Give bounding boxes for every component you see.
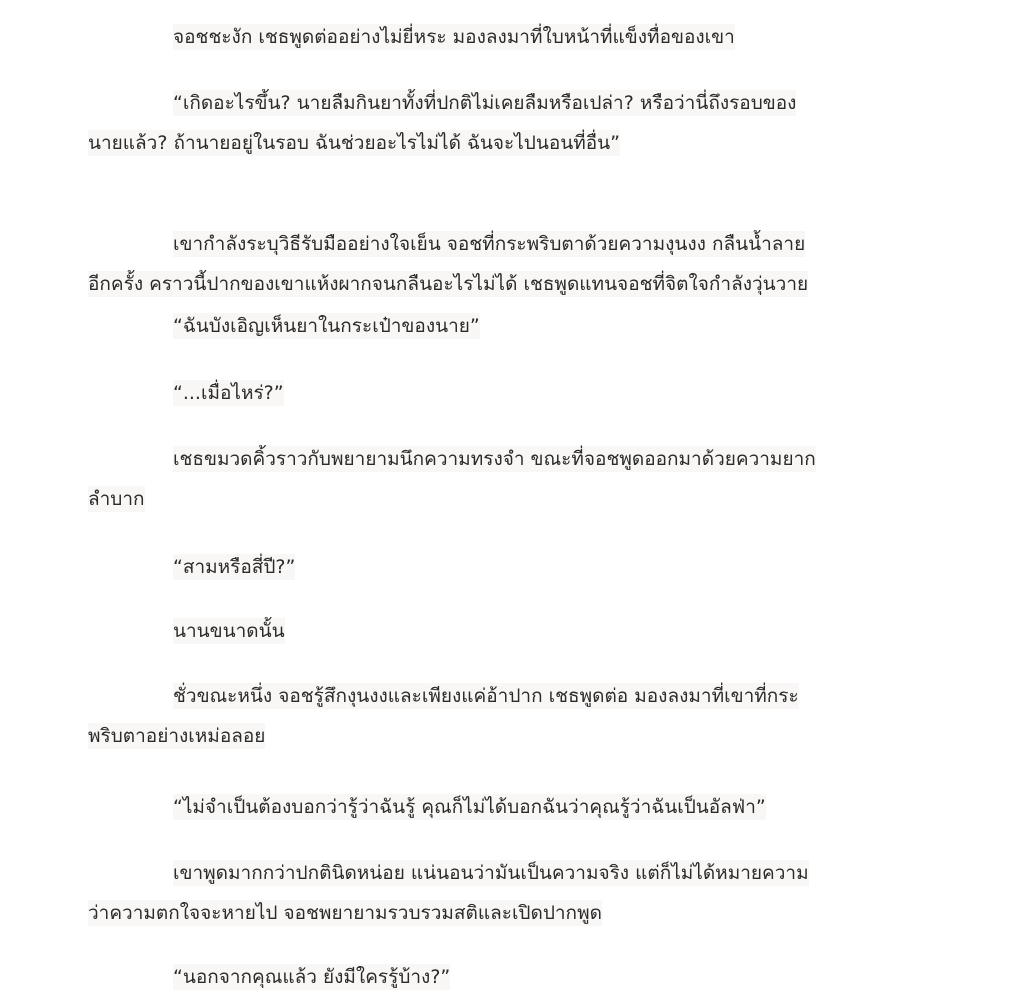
paragraph-line: “นอกจากคุณแล้ว ยังมีใครรู้บ้าง?” xyxy=(173,966,451,988)
paragraph xyxy=(88,439,816,519)
paragraph xyxy=(88,853,809,933)
paragraph xyxy=(88,787,766,827)
paragraph-line: ชั่วขณะหนึ่ง จอชรู้สึกงุนงงและเพียงแค่อ้าปาก เชธพูดต่อ มองลงมาที่เขาที่กระ xyxy=(173,685,799,707)
paragraph xyxy=(88,547,295,587)
paragraph-line: ว่าความตกใจจะหายไป จอชพยายามรวบรวมสติและเปิดปากพูด xyxy=(88,902,602,924)
paragraph-line: “ไม่จำเป็นต้องบอกว่ารู้ว่าฉันรู้ คุณก็ไม่ได้บอกฉันว่าคุณรู้ว่าฉันเป็นอัลฟ่า” xyxy=(173,796,766,818)
paragraph-line: เขาพูดมากกว่าปกตินิดหน่อย แน่นอนว่ามันเป็นความจริง แต่ก็ไม่ได้หมายความ xyxy=(173,862,809,884)
paragraph-line: “เกิดอะไรขึ้น? นายลืมกินยาทั้งที่ปกติไม่เคยลืมหรือเปล่า? หรือว่านี่ถึงรอบของ xyxy=(173,92,797,114)
paragraph-line: นายแล้ว? ถ้านายอยู่ในรอบ ฉันช่วยอะไรไม่ได้ ฉันจะไปนอนที่อื่น” xyxy=(88,132,621,154)
paragraph-line: “สามหรือสี่ปี?” xyxy=(173,556,296,578)
paragraph-line: “...เมื่อไหร่?” xyxy=(173,382,284,404)
paragraph xyxy=(88,83,796,163)
paragraph-line: ลำบาก xyxy=(88,488,145,510)
paragraph xyxy=(88,17,735,57)
paragraph-line: นานขนาดนั้น xyxy=(173,620,285,642)
paragraph xyxy=(88,957,450,997)
paragraph xyxy=(88,373,284,413)
paragraph-line: จอชชะงัก เชธพูดต่ออย่างไม่ยี่หระ มองลงมาที่ใบหน้าที่แข็งทื่อของเขา xyxy=(173,26,735,48)
paragraph xyxy=(88,676,799,756)
paragraph xyxy=(88,224,808,304)
paragraph-line: พริบตาอย่างเหม่อลอย xyxy=(88,725,266,747)
paragraph-line: “ฉันบังเอิญเห็นยาในกระเป๋าของนาย” xyxy=(173,315,480,337)
paragraph-line: เขากำลังระบุวิธีรับมืออย่างใจเย็น จอชที่กระพริบตาด้วยความงุนงง กลืนน้ำลาย xyxy=(173,233,806,255)
paragraph xyxy=(88,306,480,346)
paragraph xyxy=(88,611,285,651)
paragraph-line: เชธขมวดคิ้วราวกับพยายามนึกความทรงจำ ขณะที่จอชพูดออกมาด้วยความยาก xyxy=(173,448,816,470)
paragraph-line: อีกครั้ง คราวนี้ปากของเขาแห้งผากจนกลืนอะไรไม่ได้ เชธพูดแทนจอชที่จิตใจกำลังวุ่นวาย xyxy=(88,273,809,295)
